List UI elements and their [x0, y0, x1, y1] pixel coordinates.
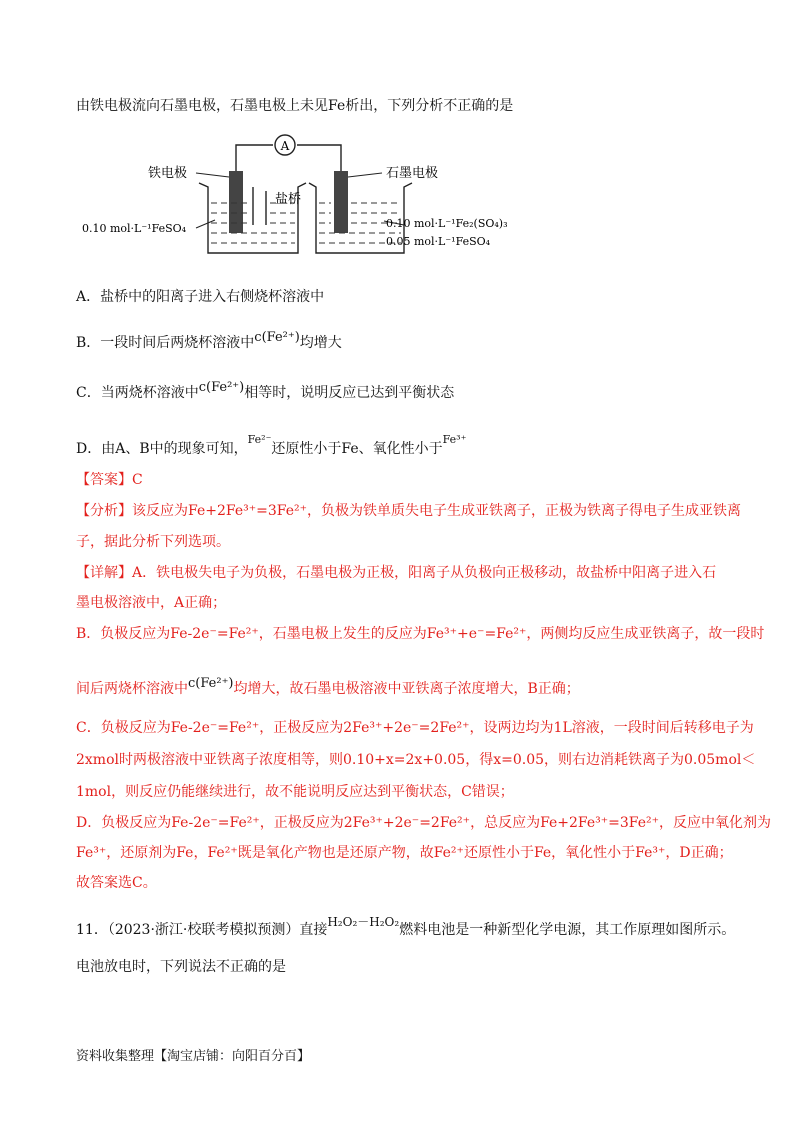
fe3-label: Fe³⁺ — [442, 433, 467, 446]
intro-text: 由铁电极流向石墨电极，石墨电极上未见Fe析出，下列分析不正确的是 — [76, 98, 514, 114]
analysis-line-2: 子，据此分析下列选项。 — [76, 534, 230, 550]
footer-text: 资料收集整理【淘宝店铺：向阳百分百】 — [76, 1049, 311, 1064]
analysis-line-1: 【分析】该反应为Fe+2Fe³⁺=3Fe²⁺，负极为铁单质失电子生成亚铁离子，正极为铁离子得电子生成亚铁离 — [76, 503, 741, 519]
question-11-line-2: 电池放电时，下列说法不正确的是 — [76, 959, 286, 975]
detail-b-line-2: 间后两烧杯溶液中c(Fe²⁺)均增大，故石墨电极溶液中亚铁离子浓度增大，B正确； — [76, 676, 580, 697]
detail-c-line-2: 2xmol时两极溶液中亚铁离子浓度相等，则0.10+x=2x+0.05，得x=0.05，则右边消耗铁离子为0.05mol＜ — [76, 752, 756, 768]
concentration-fe2-b: c(Fe²⁺) — [254, 330, 300, 345]
detail-a-line-2: 墨电极溶液中，A正确； — [76, 595, 227, 611]
iron-electrode-label: 铁电极 — [148, 166, 188, 181]
option-b: B．一段时间后两烧杯溶液中c(Fe²⁺)均增大 — [76, 330, 342, 351]
detail-a-line-1: 【详解】A．铁电极失电子为负极，石墨电极为正极，阳离子从负极向正极移动，故盐桥中阳离子进入石 — [76, 565, 717, 581]
option-c: C．当两烧杯溶液中c(Fe²⁺)相等时，说明反应已达到平衡状态 — [76, 380, 455, 401]
detail-c-line-1: C．负极反应为Fe-2e⁻=Fe²⁺，正极反应为2Fe³⁺+2e⁻=2Fe²⁺，设两边均为1L溶液，一段时间后转移电子为 — [76, 720, 754, 736]
detail-d-line-2: Fe³⁺，还原剂为Fe，Fe²⁺既是氧化产物也是还原产物，故Fe²⁺还原性小于Fe，氧化性小于Fe³⁺，D正确； — [76, 845, 733, 861]
right-solution-label-1: 0.10 mol·L⁻¹Fe₂(SO₄)₃ — [386, 217, 508, 230]
concentration-fe2-detail: c(Fe²⁺) — [188, 676, 234, 691]
salt-bridge-label: 盐桥 — [275, 192, 302, 207]
option-a: A．盐桥中的阳离子进入右侧烧杯溶液中 — [76, 289, 325, 305]
right-solution-label-2: 0.05 mol·L⁻¹FeSO₄ — [386, 235, 491, 248]
left-solution-label: 0.10 mol·L⁻¹FeSO₄ — [82, 222, 187, 235]
iron-electrode — [229, 171, 243, 233]
answer-line: 【答案】C — [76, 472, 143, 488]
option-d: D．由A、B中的现象可知，$^{Fe^{2-}}$还原性小于Fe、氧化性小于$^{Fe^{3+}}$ — [76, 433, 467, 457]
detail-d-line-3: 故答案选C。 — [76, 875, 157, 891]
graphite-electrode-label: 石墨电极 — [386, 166, 439, 181]
fe2-label: Fe²⁻ — [247, 433, 272, 446]
h2o2-formula: H₂O₂－H₂O₂ — [327, 915, 400, 929]
ammeter-label: A — [280, 139, 290, 153]
question-11: 11．（2023·浙江·校联考模拟预测）直接H₂O₂－H₂O₂燃料电池是一种新型化学电源，其工作原理如图所示。 — [76, 912, 735, 940]
graphite-electrode — [334, 171, 348, 233]
detail-c-line-3: 1mol，则反应仍能继续进行，故不能说明反应达到平衡状态，C错误； — [76, 784, 514, 800]
detail-b-line-1: B．负极反应为Fe-2e⁻=Fe²⁺，石墨电极上发生的反应为Fe³⁺+e⁻=Fe²⁺，两侧均反应生成亚铁离子，故一段时 — [76, 626, 765, 642]
concentration-fe2-c: c(Fe²⁺) — [198, 380, 245, 395]
detail-d-line-1: D．负极反应为Fe-2e⁻=Fe²⁺，正极反应为2Fe³⁺+2e⁻=2Fe²⁺，总反应为Fe+2Fe³⁺=3Fe²⁺，反应中氧化剂为 — [76, 815, 772, 831]
